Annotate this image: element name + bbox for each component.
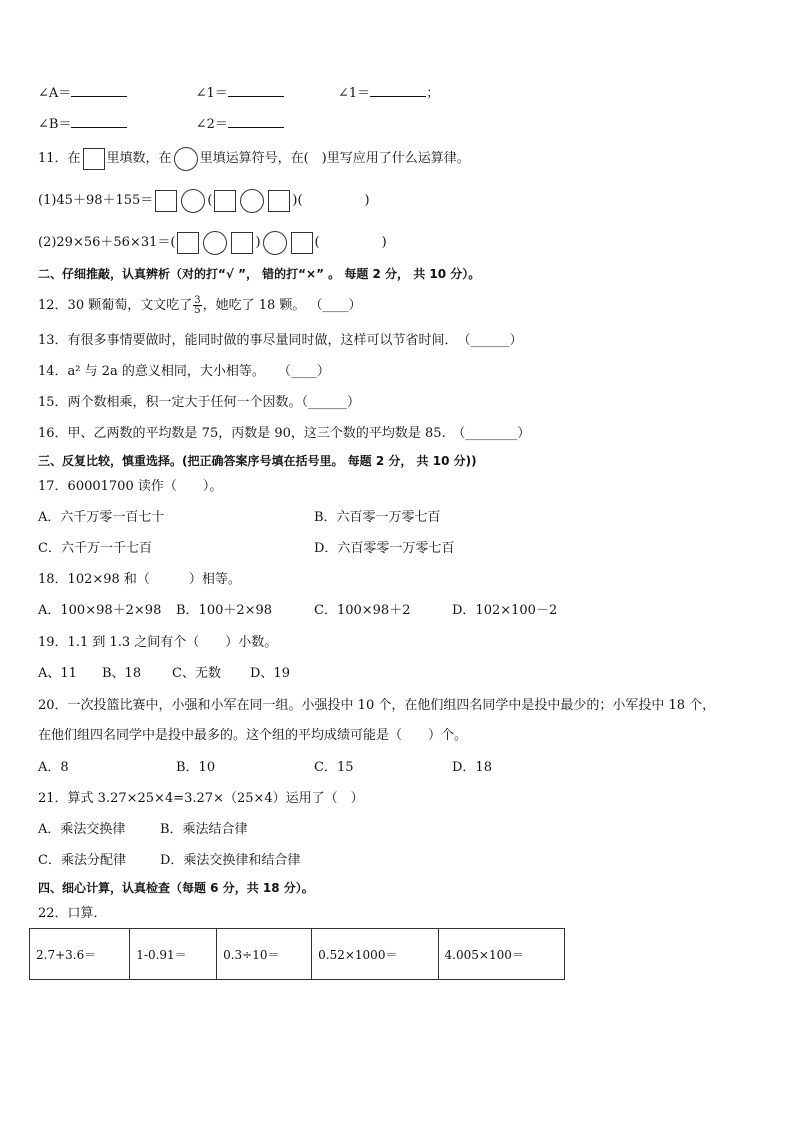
section-4-heading: 四、细心计算，认真检查（每题 6 分，共 18 分）。	[38, 881, 314, 895]
fraction-numerator: 3	[194, 295, 201, 306]
question-19: 19．1.1 到 1.3 之间有个（ ）小数。	[38, 635, 278, 650]
q21-option-b[interactable]: B．乘法结合律	[160, 822, 248, 837]
mental-calc-table	[29, 928, 565, 980]
q17-option-a[interactable]: A．六千万零一百七十	[38, 510, 165, 525]
question-20-line-1: 20．一次投篮比赛中，小强和小军在同一组。小强投中 10 个，在他们组四名同学中是投中最少的；小军投中 18 个，	[38, 698, 716, 713]
number-box[interactable]	[214, 190, 236, 212]
angle-row-1	[38, 82, 439, 103]
number-box[interactable]	[155, 190, 177, 212]
fraction-denominator: 5	[194, 305, 201, 316]
q17-option-d[interactable]: D．六百零零一万零七百	[314, 541, 455, 556]
angle-b-label: ∠B＝	[38, 117, 72, 132]
angle-a-label: ∠A＝	[38, 86, 72, 101]
question-16: 16．甲、乙两数的平均数是 75，丙数是 90，这三个数的平均数是 85. （________）	[38, 426, 531, 441]
operator-circle[interactable]	[181, 189, 205, 213]
q18-option-c[interactable]: C．100×98＋2	[314, 603, 411, 618]
paren-close: )	[292, 193, 298, 208]
q11-line2-prefix: (2)29×56＋56×31＝(	[38, 235, 176, 250]
q20-option-c[interactable]: C．15	[314, 760, 354, 775]
table-row	[30, 929, 565, 980]
q21-option-d[interactable]: D．乘法交换律和结合律	[160, 853, 301, 868]
q11-text-3: 里填运算符号，在( )里写应用了什么运算律。	[199, 151, 470, 166]
number-box-icon	[83, 148, 105, 170]
angle-row-2	[38, 113, 284, 134]
q20-option-b[interactable]: B．10	[176, 760, 216, 775]
q21-option-c[interactable]: C．乘法分配律	[38, 853, 126, 868]
calc-cell[interactable]: 2.7+3.6＝	[30, 929, 130, 980]
law-paren-open: (	[297, 193, 303, 208]
fraction	[193, 296, 201, 315]
q18-option-a[interactable]: A．100×98＋2×98	[38, 603, 162, 618]
angle-1-blank[interactable]	[228, 82, 284, 97]
q19-option-d[interactable]: D、19	[250, 666, 290, 681]
angle-1b-blank[interactable]	[370, 82, 426, 97]
q11-text-2: 里填数，在	[106, 151, 172, 166]
question-14: 14．a² 与 2a 的意义相同，大小相等。 （____）	[38, 364, 330, 379]
operator-circle[interactable]	[203, 231, 227, 255]
question-21: 21．算式 3.27×25×4=3.27×（25×4）运用了（ ）	[38, 791, 364, 806]
law-paren-open: (	[314, 235, 320, 250]
calc-cell[interactable]: 0.52×1000＝	[312, 929, 438, 980]
q12-text-b: ，她吃了 18 颗。 （____）	[202, 298, 362, 313]
q11-line-1	[38, 188, 370, 214]
operator-circle[interactable]	[263, 231, 287, 255]
semicolon: ；	[426, 86, 440, 101]
q17-option-c[interactable]: C．六千万一千七百	[38, 541, 152, 556]
calc-cell[interactable]: 1-0.91＝	[130, 929, 217, 980]
question-18: 18．102×98 和（ ）相等。	[38, 572, 241, 587]
question-22: 22．口算．	[38, 906, 107, 921]
q18-option-d[interactable]: D．102×100－2	[452, 603, 558, 618]
q17-option-b[interactable]: B．六百零一万零七百	[314, 510, 441, 525]
q19-option-c[interactable]: C、无数	[172, 666, 221, 681]
number-box[interactable]	[231, 232, 253, 254]
question-20-line-2: 在他们组四名同学中是投中最多的。这个组的平均成绩可能是（ ）个。	[38, 728, 468, 743]
calc-cell[interactable]: 4.005×100＝	[438, 929, 564, 980]
paren-open: (	[207, 193, 213, 208]
q12-text-a: 12．30 颗葡萄，文文吃了	[38, 298, 193, 313]
question-15: 15．两个数相乘，积一定大于任何一个因数。（______）	[38, 395, 361, 410]
question-12	[38, 294, 362, 318]
number-box[interactable]	[177, 232, 199, 254]
question-17: 17．60001700 读作（ ）。	[38, 479, 223, 494]
angle-1-label: ∠1＝	[195, 86, 228, 101]
law-paren-close: )	[381, 235, 387, 250]
calc-cell[interactable]: 0.3÷10＝	[217, 929, 312, 980]
q11-line-2	[38, 230, 387, 256]
paren-close: )	[255, 235, 261, 250]
question-11	[38, 146, 470, 172]
operator-circle[interactable]	[240, 189, 264, 213]
angle-2-blank[interactable]	[228, 113, 284, 128]
law-paren-close: )	[364, 193, 370, 208]
section-2-heading: 二、仔细推敲，认真辨析（对的打“√ ”， 错的打“×” 。 每题 2 分， 共 10 分）。	[38, 267, 481, 281]
q21-option-a[interactable]: A．乘法交换律	[38, 822, 126, 837]
number-box[interactable]	[291, 232, 313, 254]
number-box[interactable]	[268, 190, 290, 212]
question-13: 13．有很多事情要做时，能同时做的事尽量同时做，这样可以节省时间． （______）	[38, 333, 523, 348]
q18-option-b[interactable]: B．100＋2×98	[176, 603, 273, 618]
q20-option-a[interactable]: A．8	[38, 760, 69, 775]
q11-line1-prefix: (1)45＋98＋155＝	[38, 193, 154, 208]
angle-1b-label: ∠1＝	[338, 86, 371, 101]
q20-option-d[interactable]: D．18	[452, 760, 492, 775]
angle-b-blank[interactable]	[71, 113, 127, 128]
q19-option-b[interactable]: B、18	[102, 666, 142, 681]
q19-option-a[interactable]: A、11	[38, 666, 77, 681]
operator-circle-icon	[174, 147, 198, 171]
angle-a-blank[interactable]	[71, 82, 127, 97]
angle-2-label: ∠2＝	[195, 117, 228, 132]
section-3-heading: 三、反复比较，慎重选择。(把正确答案序号填在括号里。 每题 2 分， 共 10 分))	[38, 454, 477, 468]
q11-text-1: 11．在	[38, 151, 81, 166]
